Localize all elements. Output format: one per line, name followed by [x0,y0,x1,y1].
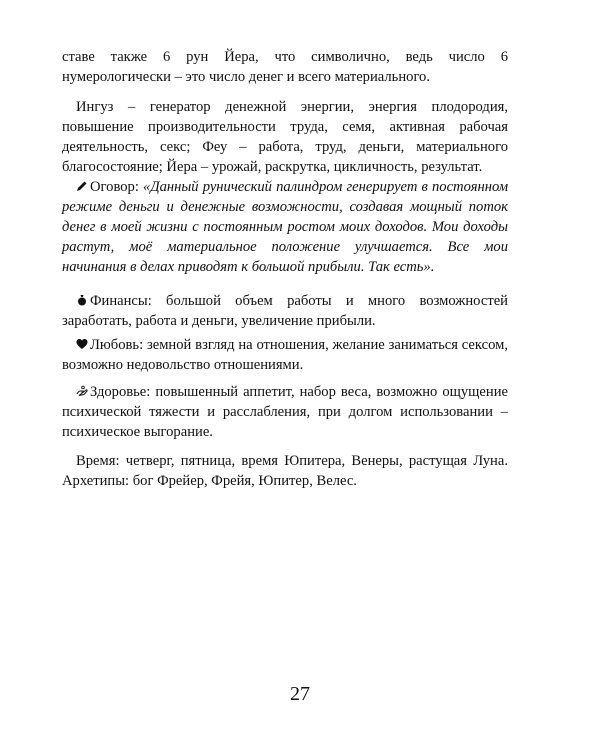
paragraph-continuation: ставе также 6 рун Йера, что символично, ведь число 6 нумерологически – это число денег и всего материального. [62,49,508,85]
heart-icon [76,338,88,350]
money-bag-icon [76,294,88,306]
paragraph-love [62,335,508,375]
health-text: Здоровье: повышенный аппетит, набор веса, возможно ощущение психической тяжести и расслабления, при долгом использовании – психическое выгорание. [62,384,508,440]
paragraph-time: Время: четверг, пятница, время Юпитера, Венеры, растущая Луна. Архетипы: бог Фрейер, Фрейя, Юпитер, Велес. [62,453,508,489]
love-text: Любовь: земной взгляд на отношения, желание заниматься сексом, возможно недовольство отношениями. [62,337,508,373]
page-number: 27 [290,683,310,705]
paragraph-oath [62,177,508,277]
oath-quote: «Данный рунический палиндром генерирует в постоянном режиме деньги и денежные возможности, создавая мощный поток денег в моей жизни с постоянным ростом моих доходов. Мои доходы растут, моё материальное положение улучшается. Все мои начинания в делах приводят к большой прибыли. Так есть». [62,179,509,275]
paragraph-health [62,382,508,442]
paragraph-runes-meaning: Ингуз – генератор денежной энергии, энергия плодородия, повышение производительности труда, семя, активная рабочая деятельность, секс; Феу – работа, труд, деньги, материального благосостояние; Йера – урожай, раскрутка, цикличность, результат. [62,99,508,175]
finance-text: Финансы: большой объем работы и много возможностей заработать, работа и деньги, увеличение прибыли. [62,293,508,329]
paragraph-finance [62,291,508,331]
health-hand-icon [76,385,88,397]
oath-label: Оговор: [90,179,144,195]
pen-icon [76,180,88,192]
